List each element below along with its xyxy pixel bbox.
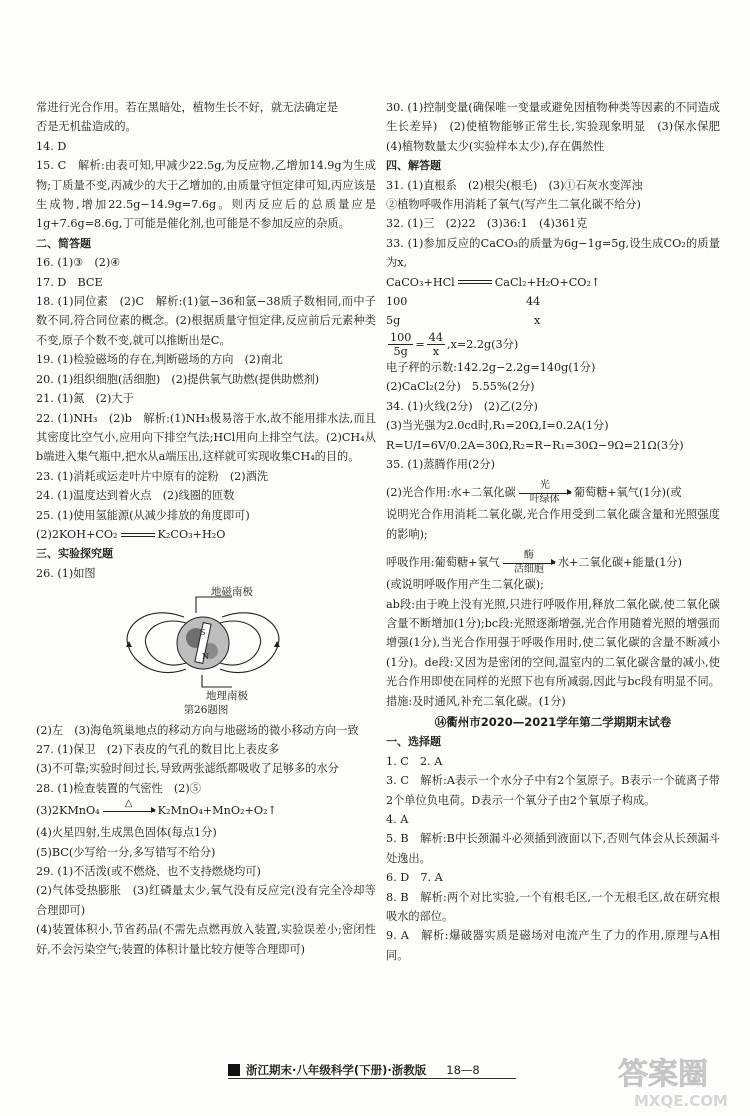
answer-35-respiration xyxy=(386,550,720,575)
section-heading-solutions: 四、解答题 xyxy=(386,159,441,173)
answer-35-photosynthesis xyxy=(386,480,720,505)
answer-18: 18. (1)同位素 (2)C 解析:(1)氩−36和氩−38质子数相同,而中子数不同,符合同位素的概念。(2)根据质量守恒定律,反应前后元素种类不变,原子个数不变,就可以推断出是C。 xyxy=(36,295,376,347)
label-n-pole: N xyxy=(202,652,209,662)
figure-26-caption: 第26题图 xyxy=(183,704,229,717)
photosynthesis-right: 葡萄糖+氧气(1分)(或 xyxy=(573,486,682,500)
answer-25-part1: 25. (1)使用氢能源(从减少排放的角度即可) xyxy=(36,508,250,522)
label-s-pole: S xyxy=(200,628,206,638)
label-geographic-south: 地理南极 xyxy=(206,690,248,703)
answer-16: 16. (1)③ (2)④ xyxy=(36,256,121,270)
answer-28-equation xyxy=(36,798,376,823)
page-footer xyxy=(228,1062,528,1078)
equation-25-left: (2)2KOH+CO₂ xyxy=(36,527,118,541)
watermark-big-text: 答案圈 xyxy=(618,1057,708,1092)
answer-25-equation xyxy=(36,525,376,544)
answer-r6: 6. D 7. A xyxy=(386,871,443,885)
respiration-left: 呼吸作用:葡萄糖+氧气 xyxy=(386,555,500,569)
watermark-logo xyxy=(612,1050,747,1112)
footer-rule xyxy=(228,1078,516,1079)
answer-26-part1: 26. (1)如图 xyxy=(36,566,96,580)
answer-35-respiration-note: (或说明呼吸作用产生二氧化碳); xyxy=(386,578,544,592)
answer-28-part1: 28. (1)检查装置的气密性 (2)⑤ xyxy=(36,781,201,795)
answer-35-photosynthesis-note: 说明光合作用消耗二氧化碳,光合作用受到二氧化碳含量和光照强度的影响); xyxy=(386,508,720,541)
answer-30: 30. (1)控制变量(确保唯一变量或避免因植物种类等因素的不同造成生长差异) (2)使植物能够正常生长,实验现象明显 (3)保水保肥 (4)植物数量太少(实验样本太少),存在偶然性 xyxy=(386,101,732,153)
answer-33-ratio-row-2 xyxy=(386,311,720,330)
answer-17: 17. D BCE xyxy=(36,275,103,289)
answer-34-part3: (3)当光强为2.0cd时,R₁=20Ω,I=0.2A(1分) xyxy=(386,419,609,433)
answer-r4: 4. A xyxy=(386,813,409,826)
section-heading-experiment: 三、实验探究题 xyxy=(36,547,113,561)
answer-33-part1: 33. (1)参加反应的CaCO₃的质量为6g−1g=5g,设生成CO₂的质量为x, xyxy=(386,236,720,270)
answer-21: 21. (1)氮 (2)大于 xyxy=(36,392,134,406)
equals-sign-25 xyxy=(121,533,155,537)
proportion-result: ,x=2.2g(3分) xyxy=(446,337,519,351)
equals-sign-33 xyxy=(458,280,492,284)
photosynthesis-arrow: 光 叶绿体 xyxy=(519,480,571,505)
equation-25-right: K₂CO₃+H₂O xyxy=(157,527,226,541)
answer-28-part4: (4)火星四射,生成黑色固体(每点1分) xyxy=(36,826,217,840)
fraction-100-over-5g: $\frac{100}{5g}$ xyxy=(390,330,412,358)
ratio-x: x xyxy=(534,314,541,328)
label-geomagnetic-south: 地磁南极 xyxy=(211,586,253,599)
answer-33-part2: (2)CaCl₂(2分) 5.55%(2分) xyxy=(386,380,535,394)
respiration-arrow: 酶 活细胞 xyxy=(503,550,555,575)
answer-19: 19. (1)检验磁场的存在,判断磁场的方向 (2)南北 xyxy=(36,353,283,367)
earth-magnetic-field-diagram xyxy=(36,583,376,703)
ratio-100: 100 xyxy=(386,295,408,309)
respiration-right: 水+二氧化碳+能量(1分) xyxy=(557,555,682,569)
answer-14: 14. D xyxy=(36,139,67,153)
section-heading-short-answer: 二、简答题 xyxy=(36,236,91,250)
answer-31-part1: 31. (1)直根系 (2)根尖(根毛) (3)①石灰水变浑浊 xyxy=(386,178,643,192)
answer-29-part1: 29. (1)不活泼(或不燃烧、也不支持燃烧均可) xyxy=(36,865,261,878)
watermark-small-text: MXQE.COM xyxy=(634,1092,728,1110)
answer-r3: 3. C 解析:A表示一个水分子中有2个氢原子。B表示一个硫离子带2个单位负电荷。D表示一个氧分子由2个氧原子构成。 xyxy=(386,774,720,807)
answer-35-analysis: ab段:由于晚上没有光照,只进行呼吸作用,释放二氧化碳,使二氧化碳含量不断增加(1分);bc段:光照逐渐增强,光合作用随着光照的增强而增强(1分),当光合作用强于呼吸作用时,使二氧化碳的含量不断减小(1分)。de段:又因为是密闭的空间,温室内的二氧化碳含量的减小,使光合作用即使在同样的光照下也有所减弱,因此与bc段有明显不同。措施:及时通风,补充二氧化碳。(1分) xyxy=(386,597,720,708)
equation-33-right: CaCl₂+H₂O+CO₂↑ xyxy=(494,275,601,289)
answer-32: 32. (1)三 (2)22 (3)36:1 (4)361克 xyxy=(386,217,588,231)
equation-28-condition: △ xyxy=(124,798,133,810)
figure-26 xyxy=(36,583,376,703)
answer-27-part1: 27. (1)保卫 (2)下表皮的气孔的数目比上表皮多 xyxy=(36,742,280,756)
section-heading-choice: 一、选择题 xyxy=(386,735,441,749)
answer-23: 23. (1)消耗或运走叶片中原有的淀粉 (2)酒洗 xyxy=(36,469,269,483)
answer-27-part2: (3)不可靠;实验时间过长,导致两张滤纸都吸收了足够多的水分 xyxy=(36,762,339,776)
answer-24: 24. (1)温度达到着火点 (2)线圈的匝数 xyxy=(36,489,235,503)
answer-35-part1: 35. (1)蒸腾作用(2分) xyxy=(386,457,495,471)
right-column xyxy=(386,98,732,965)
answer-28-part5: (5)BC(少写给一分,多写错写不给分) xyxy=(36,845,216,859)
fraction-44-over-x: $\frac{44}{x}$ xyxy=(428,330,443,358)
equation-28-left: (3)2KMnO₄ xyxy=(36,803,100,817)
photosynthesis-left: (2)光合作用:水+二氧化碳 xyxy=(386,486,516,500)
answer-20: 20. (1)组织细胞(活细胞) (2)提供氧气助燃(提供助燃剂) xyxy=(36,372,320,386)
equation-33-left: CaCO₃+HCl xyxy=(386,275,455,289)
answer-31-part2: ②植物呼吸作用消耗了氧气(写产生二氧化碳不给分) xyxy=(386,198,641,212)
answer-29-part4: (4)装置体积小,节省药品(不需先点燃再放入装置,实验误差小;密闭性好,不会污染空气;装置的体积计量比较方便等合理即可) xyxy=(36,923,376,956)
answer-r1: 1. C 2. A xyxy=(386,754,443,768)
intro-line-1: 常进行光合作用。若在黑暗处，植物生长不好，就无法确定是 xyxy=(36,101,339,114)
intro-line-2: 否是无机盐造成的。 xyxy=(36,120,137,134)
footer-square-icon xyxy=(228,1064,240,1076)
answer-r8: 8. B 解析:两个对比实验,一个有根毛区,一个无根毛区,故在研究根吸水的部位。 xyxy=(386,890,720,924)
exam-title-quzhou: ⑭衢州市2020—2021学年第二学期期末试卷 xyxy=(434,714,672,729)
left-column xyxy=(36,98,376,959)
answer-34-calc: R=U/I=6V/0.2A=30Ω,R₂=R−R₁=30Ω−9Ω=21Ω(3分) xyxy=(386,438,684,452)
answer-29-part2: (2)气体受热膨胀 (3)红磷量太少,氧气没有反应完(没有完全冷却等合理即可) xyxy=(36,884,376,917)
answer-26-part2: (2)左 (3)海龟筑巢地点的移动方向与地磁场的微小移动方向一致 xyxy=(36,723,359,737)
answer-34-part1: 34. (1)火线(2分) (2)乙(2分) xyxy=(386,399,538,413)
equation-28-right: K₂MnO₄+MnO₂+O₂↑ xyxy=(157,803,277,817)
ratio-5g: 5g xyxy=(386,314,401,328)
answer-33-scale-reading: 电子秤的示数:142.2g−2.2g=140g(1分) xyxy=(386,360,596,374)
footer-page-number: 18—8 xyxy=(446,1063,480,1077)
answer-r5: 5. B 解析:B中长颈漏斗必须插到液面以下,否则气体会从长颈漏斗处逸出。 xyxy=(386,832,720,865)
answer-33-equation xyxy=(386,273,720,292)
answer-r9: 9. A 解析:爆破器实质是磁场对电流产生了力的作用,原理与A相同。 xyxy=(386,929,720,962)
answer-33-ratio-row-1 xyxy=(386,292,720,311)
footer-book-title: 浙江期末·八年级科学(下册)·浙教版 xyxy=(246,1063,427,1077)
answer-33-proportion: $\frac{100}{5g}$ = $\frac{44}{x}$ ,x=2.2g(3分) xyxy=(390,330,519,358)
answer-15: 15. C 解析:由表可知,甲减少22.5g,为反应物,乙增加14.9g为生成物;丁质量不变,丙减少的大于乙增加的,由质量守恒定律可知,丙应该是生成物,增加22.5g−14.9g=7.6g。则丙反应后的总质量应是1g+7.6g=8.6g,丁可能是催化剂,也可能是不参加反应的杂质。 xyxy=(36,159,376,231)
ratio-44: 44 xyxy=(526,295,541,309)
equation-28-arrow xyxy=(103,798,155,823)
watermark-svg xyxy=(612,1050,747,1112)
answer-22: 22. (1)NH₃ (2)b 解析:(1)NH₃极易溶于水,故不能用排水法,而且其密度比空气小,应用向下排空气法;HCl用向上排空气法。(2)CH₄从b端进入集气瓶中,把水从a端压出,这样就可实现收集CH₄的目的。 xyxy=(36,411,376,464)
